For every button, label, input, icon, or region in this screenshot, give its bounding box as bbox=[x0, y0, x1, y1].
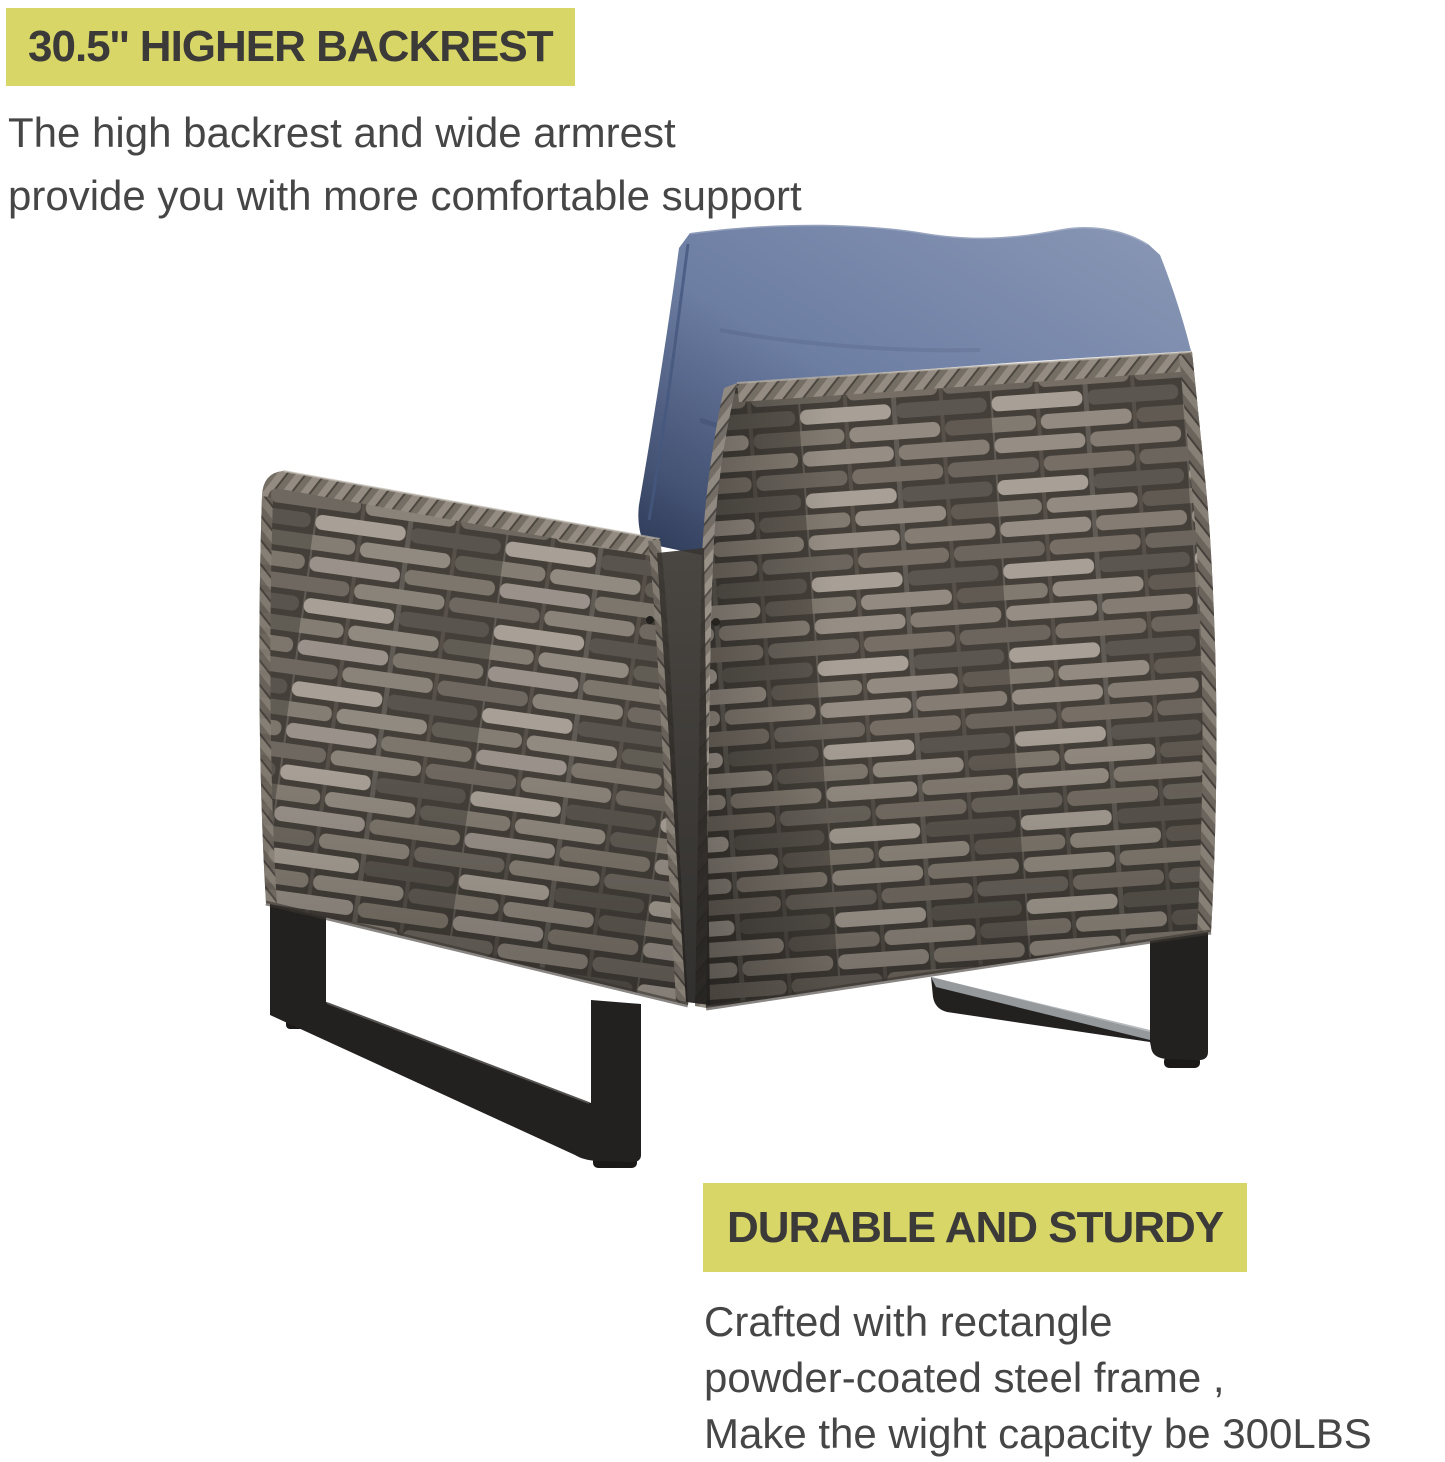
screw bbox=[712, 618, 720, 626]
durable-feature-line3: Make the wight capacity be 300LBS bbox=[704, 1410, 1372, 1457]
backrest-feature-text bbox=[8, 101, 802, 227]
durable-feature-line2: powder-coated steel frame , bbox=[704, 1354, 1225, 1401]
backrest-feature-line1: The high backrest and wide armrest bbox=[8, 109, 676, 156]
durable-feature-heading: DURABLE AND STURDY bbox=[703, 1183, 1247, 1272]
backrest-feature-line2: provide you with more comfortable support bbox=[8, 172, 802, 219]
durable-feature-text bbox=[704, 1294, 1372, 1462]
backrest-feature-heading: 30.5'' HIGHER BACKREST bbox=[6, 8, 575, 86]
wicker-back-panel bbox=[695, 352, 1217, 1008]
durable-feature-line1: Crafted with rectangle bbox=[704, 1298, 1113, 1345]
screw bbox=[646, 616, 654, 624]
